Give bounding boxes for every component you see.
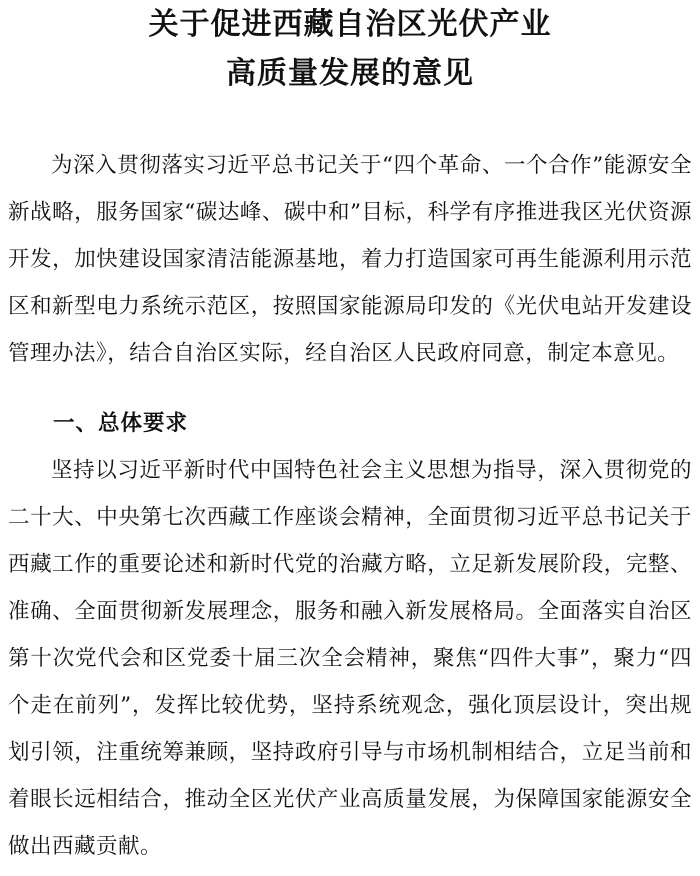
- section-heading-general-requirements: 一、总体要求: [53, 411, 189, 436]
- general-requirements-paragraph: 坚持以习近平新时代中国特色社会主义思想为指导，深入贯彻党的二十大、中央第七次西藏工作座谈会精神，全面贯彻习近平总书记关于西藏工作的重要论述和新时代党的治藏方略，立足新发展阶段，完整、准确、全面贯彻新发展理念，服务和融入新发展格局。全面落实自治区第十次党代会和区党委十届三次全会精神，聚焦“四件大事”，聚力“四个走在前列”，发挥比较优势，坚持系统观念，强化顶层设计，突出规划引领，注重统筹兼顾，坚持政府引导与市场机制相结合，立足当前和着眼长远相结合，推动全区光伏产业高质量发展，为保障国家能源安全做出西藏贡献。: [8, 458, 692, 859]
- intro-paragraph: 为深入贯彻落实习近平总书记关于“四个革命、一个合作”能源安全新战略，服务国家“碳达峰、碳中和”目标，科学有序推进我区光伏资源开发，加快建设国家清洁能源基地，着力打造国家可再生能源利用示范区和新型电力系统示范区，按照国家能源局印发的《光伏电站开发建设管理办法》，结合自治区实际，经自治区人民政府同意，制定本意见。: [8, 153, 692, 366]
- document-title-line-1: 关于促进西藏自治区光伏产业: [148, 7, 552, 42]
- document-title-line-2: 高质量发展的意见: [226, 56, 474, 91]
